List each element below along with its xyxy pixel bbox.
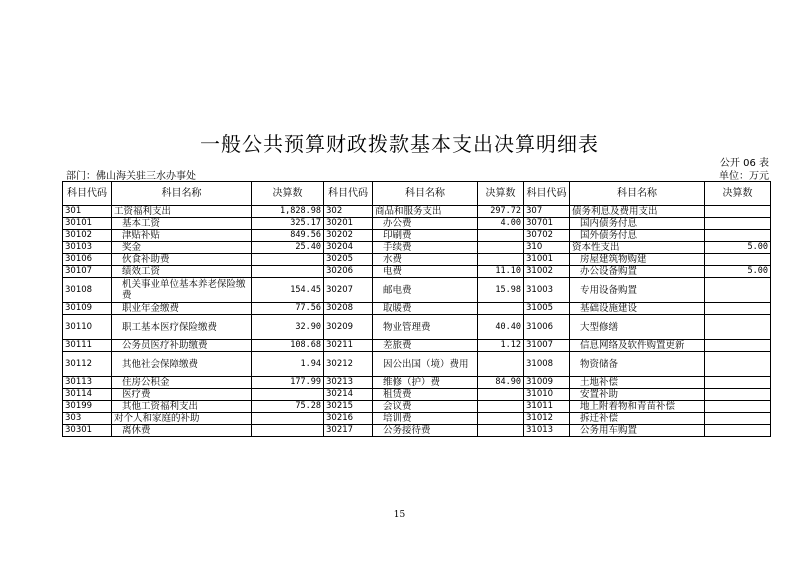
amount-cell: [478, 401, 524, 413]
name-cell: 伙食补助费: [112, 254, 252, 266]
name-cell: 津贴补贴: [112, 230, 252, 242]
code-cell: 31001: [524, 254, 570, 266]
name-cell: 电费: [373, 266, 478, 278]
code-cell: 30206: [324, 266, 373, 278]
name-cell: 地上附着物和青苗补偿: [570, 401, 705, 413]
name-cell: 维修（护）费: [373, 377, 478, 389]
code-cell: 30112: [63, 352, 112, 377]
amount-cell: 297.72: [478, 206, 524, 218]
amount-cell: 25.40: [252, 242, 324, 254]
code-cell: 31013: [524, 425, 570, 437]
code-cell: 31005: [524, 303, 570, 315]
amount-cell: 32.90: [252, 315, 324, 340]
code-cell: 30113: [63, 377, 112, 389]
table-row: [63, 377, 771, 389]
name-cell: 拆迁补偿: [570, 413, 705, 425]
code-cell: 302: [324, 206, 373, 218]
amount-cell: [478, 303, 524, 315]
page-title: 一般公共预算财政拨款基本支出决算明细表: [200, 132, 599, 156]
name-cell: 资本性支出: [570, 242, 705, 254]
amount-cell: 1,828.98: [252, 206, 324, 218]
name-cell: 职工基本医疗保险缴费: [112, 315, 252, 340]
amount-cell: 1.12: [478, 340, 524, 352]
name-cell: 其他工资福利支出: [112, 401, 252, 413]
name-cell: 邮电费: [373, 278, 478, 303]
header-cell: 决算数: [705, 182, 771, 206]
name-cell: 安置补助: [570, 389, 705, 401]
header-cell: 决算数: [478, 182, 524, 206]
unit-label: 单位：万元: [719, 171, 769, 182]
amount-cell: 849.56: [252, 230, 324, 242]
name-cell: 手续费: [373, 242, 478, 254]
amount-cell: 75.28: [252, 401, 324, 413]
code-cell: 30209: [324, 315, 373, 340]
amount-cell: 15.98: [478, 278, 524, 303]
name-cell: 职业年金缴费: [112, 303, 252, 315]
name-cell: 国外债务付息: [570, 230, 705, 242]
expenditure-table: [62, 181, 771, 437]
name-cell: 专用设备购置: [570, 278, 705, 303]
name-cell: 机关事业单位基本养老保险缴费: [112, 278, 252, 303]
amount-cell: [252, 254, 324, 266]
amount-cell: [705, 254, 771, 266]
name-cell: 公务用车购置: [570, 425, 705, 437]
name-cell: 绩效工资: [112, 266, 252, 278]
code-cell: 30102: [63, 230, 112, 242]
amount-cell: 4.00: [478, 218, 524, 230]
header-cell: 科目名称: [112, 182, 252, 206]
code-cell: 307: [524, 206, 570, 218]
code-cell: 30211: [324, 340, 373, 352]
table-header-row: [63, 182, 771, 206]
amount-cell: [705, 425, 771, 437]
name-cell: 办公设备购置: [570, 266, 705, 278]
amount-cell: [705, 278, 771, 303]
amount-cell: 77.56: [252, 303, 324, 315]
amount-cell: [705, 206, 771, 218]
amount-cell: 177.99: [252, 377, 324, 389]
table-row: [63, 218, 771, 230]
name-cell: 取暖费: [373, 303, 478, 315]
name-cell: 国内债务付息: [570, 218, 705, 230]
form-number: 公开 06 表: [719, 158, 769, 169]
code-cell: 30111: [63, 340, 112, 352]
amount-cell: [252, 389, 324, 401]
name-cell: 其他社会保障缴费: [112, 352, 252, 377]
code-cell: 31006: [524, 315, 570, 340]
table-row: [63, 242, 771, 254]
amount-cell: [252, 413, 324, 425]
name-cell: 医疗费: [112, 389, 252, 401]
name-cell: 工资福利支出: [112, 206, 252, 218]
code-cell: 30101: [63, 218, 112, 230]
amount-cell: 154.45: [252, 278, 324, 303]
name-cell: 住房公积金: [112, 377, 252, 389]
code-cell: 30109: [63, 303, 112, 315]
amount-cell: 5.00: [705, 242, 771, 254]
header-cell: 科目代码: [324, 182, 373, 206]
table-row: [63, 340, 771, 352]
amount-cell: [252, 425, 324, 437]
name-cell: 公务接待费: [373, 425, 478, 437]
table-row: [63, 206, 771, 218]
code-cell: 30217: [324, 425, 373, 437]
table-row: [63, 278, 771, 303]
name-cell: 基本工资: [112, 218, 252, 230]
code-cell: 303: [63, 413, 112, 425]
code-cell: 30108: [63, 278, 112, 303]
name-cell: 对个人和家庭的补助: [112, 413, 252, 425]
header-cell: 科目名称: [570, 182, 705, 206]
code-cell: 30107: [63, 266, 112, 278]
table-row: [63, 230, 771, 242]
amount-cell: [478, 254, 524, 266]
amount-cell: [478, 413, 524, 425]
amount-cell: [705, 218, 771, 230]
code-cell: 30103: [63, 242, 112, 254]
table-row: [63, 425, 771, 437]
code-cell: 30216: [324, 413, 373, 425]
code-cell: 31010: [524, 389, 570, 401]
amount-cell: [705, 413, 771, 425]
amount-cell: 5.00: [705, 266, 771, 278]
header-cell: 决算数: [252, 182, 324, 206]
code-cell: 30199: [63, 401, 112, 413]
code-cell: 31012: [524, 413, 570, 425]
header-cell: 科目代码: [524, 182, 570, 206]
amount-cell: 11.10: [478, 266, 524, 278]
table-row: [63, 413, 771, 425]
amount-cell: [705, 401, 771, 413]
code-cell: 30201: [324, 218, 373, 230]
name-cell: 房屋建筑物购建: [570, 254, 705, 266]
code-cell: 30212: [324, 352, 373, 377]
code-cell: 30114: [63, 389, 112, 401]
header-cell: 科目代码: [63, 182, 112, 206]
code-cell: 31007: [524, 340, 570, 352]
amount-cell: 108.68: [252, 340, 324, 352]
name-cell: 培训费: [373, 413, 478, 425]
header-cell: 科目名称: [373, 182, 478, 206]
table-row: [63, 389, 771, 401]
table-row: [63, 401, 771, 413]
amount-cell: 1.94: [252, 352, 324, 377]
amount-cell: [705, 340, 771, 352]
name-cell: 信息网络及软件购置更新: [570, 340, 705, 352]
code-cell: 31011: [524, 401, 570, 413]
name-cell: 离休费: [112, 425, 252, 437]
name-cell: 奖金: [112, 242, 252, 254]
table-row: [63, 315, 771, 340]
amount-cell: 325.17: [252, 218, 324, 230]
code-cell: 30301: [63, 425, 112, 437]
name-cell: 债务利息及费用支出: [570, 206, 705, 218]
name-cell: 大型修缮: [570, 315, 705, 340]
amount-cell: [705, 389, 771, 401]
amount-cell: [252, 266, 324, 278]
name-cell: 会议费: [373, 401, 478, 413]
department-label: 部门：佛山海关驻三水办事处: [66, 171, 196, 182]
code-cell: 30215: [324, 401, 373, 413]
name-cell: 基础设施建设: [570, 303, 705, 315]
amount-cell: [478, 425, 524, 437]
code-cell: 30110: [63, 315, 112, 340]
name-cell: 租赁费: [373, 389, 478, 401]
code-cell: 30207: [324, 278, 373, 303]
amount-cell: [705, 352, 771, 377]
name-cell: 印刷费: [373, 230, 478, 242]
name-cell: 差旅费: [373, 340, 478, 352]
code-cell: 31009: [524, 377, 570, 389]
code-cell: 30208: [324, 303, 373, 315]
code-cell: 30213: [324, 377, 373, 389]
code-cell: 30204: [324, 242, 373, 254]
amount-cell: 40.40: [478, 315, 524, 340]
amount-cell: [705, 230, 771, 242]
code-cell: 30701: [524, 218, 570, 230]
name-cell: 水费: [373, 254, 478, 266]
code-cell: 310: [524, 242, 570, 254]
code-cell: 31002: [524, 266, 570, 278]
table-row: [63, 254, 771, 266]
amount-cell: [478, 242, 524, 254]
code-cell: 30202: [324, 230, 373, 242]
amount-cell: [705, 303, 771, 315]
page-number: 15: [393, 510, 406, 520]
name-cell: 物业管理费: [373, 315, 478, 340]
name-cell: 物资储备: [570, 352, 705, 377]
code-cell: 30205: [324, 254, 373, 266]
amount-cell: [705, 315, 771, 340]
name-cell: 办公费: [373, 218, 478, 230]
amount-cell: [478, 352, 524, 377]
name-cell: 商品和服务支出: [373, 206, 478, 218]
amount-cell: [478, 230, 524, 242]
code-cell: 31008: [524, 352, 570, 377]
name-cell: 土地补偿: [570, 377, 705, 389]
table-row: [63, 303, 771, 315]
name-cell: 公务员医疗补助缴费: [112, 340, 252, 352]
code-cell: 31003: [524, 278, 570, 303]
table-row: [63, 352, 771, 377]
code-cell: 30106: [63, 254, 112, 266]
code-cell: 30214: [324, 389, 373, 401]
amount-cell: 84.90: [478, 377, 524, 389]
amount-cell: [705, 377, 771, 389]
amount-cell: [478, 389, 524, 401]
code-cell: 301: [63, 206, 112, 218]
table-row: [63, 266, 771, 278]
code-cell: 30702: [524, 230, 570, 242]
name-cell: 因公出国（境）费用: [373, 352, 478, 377]
